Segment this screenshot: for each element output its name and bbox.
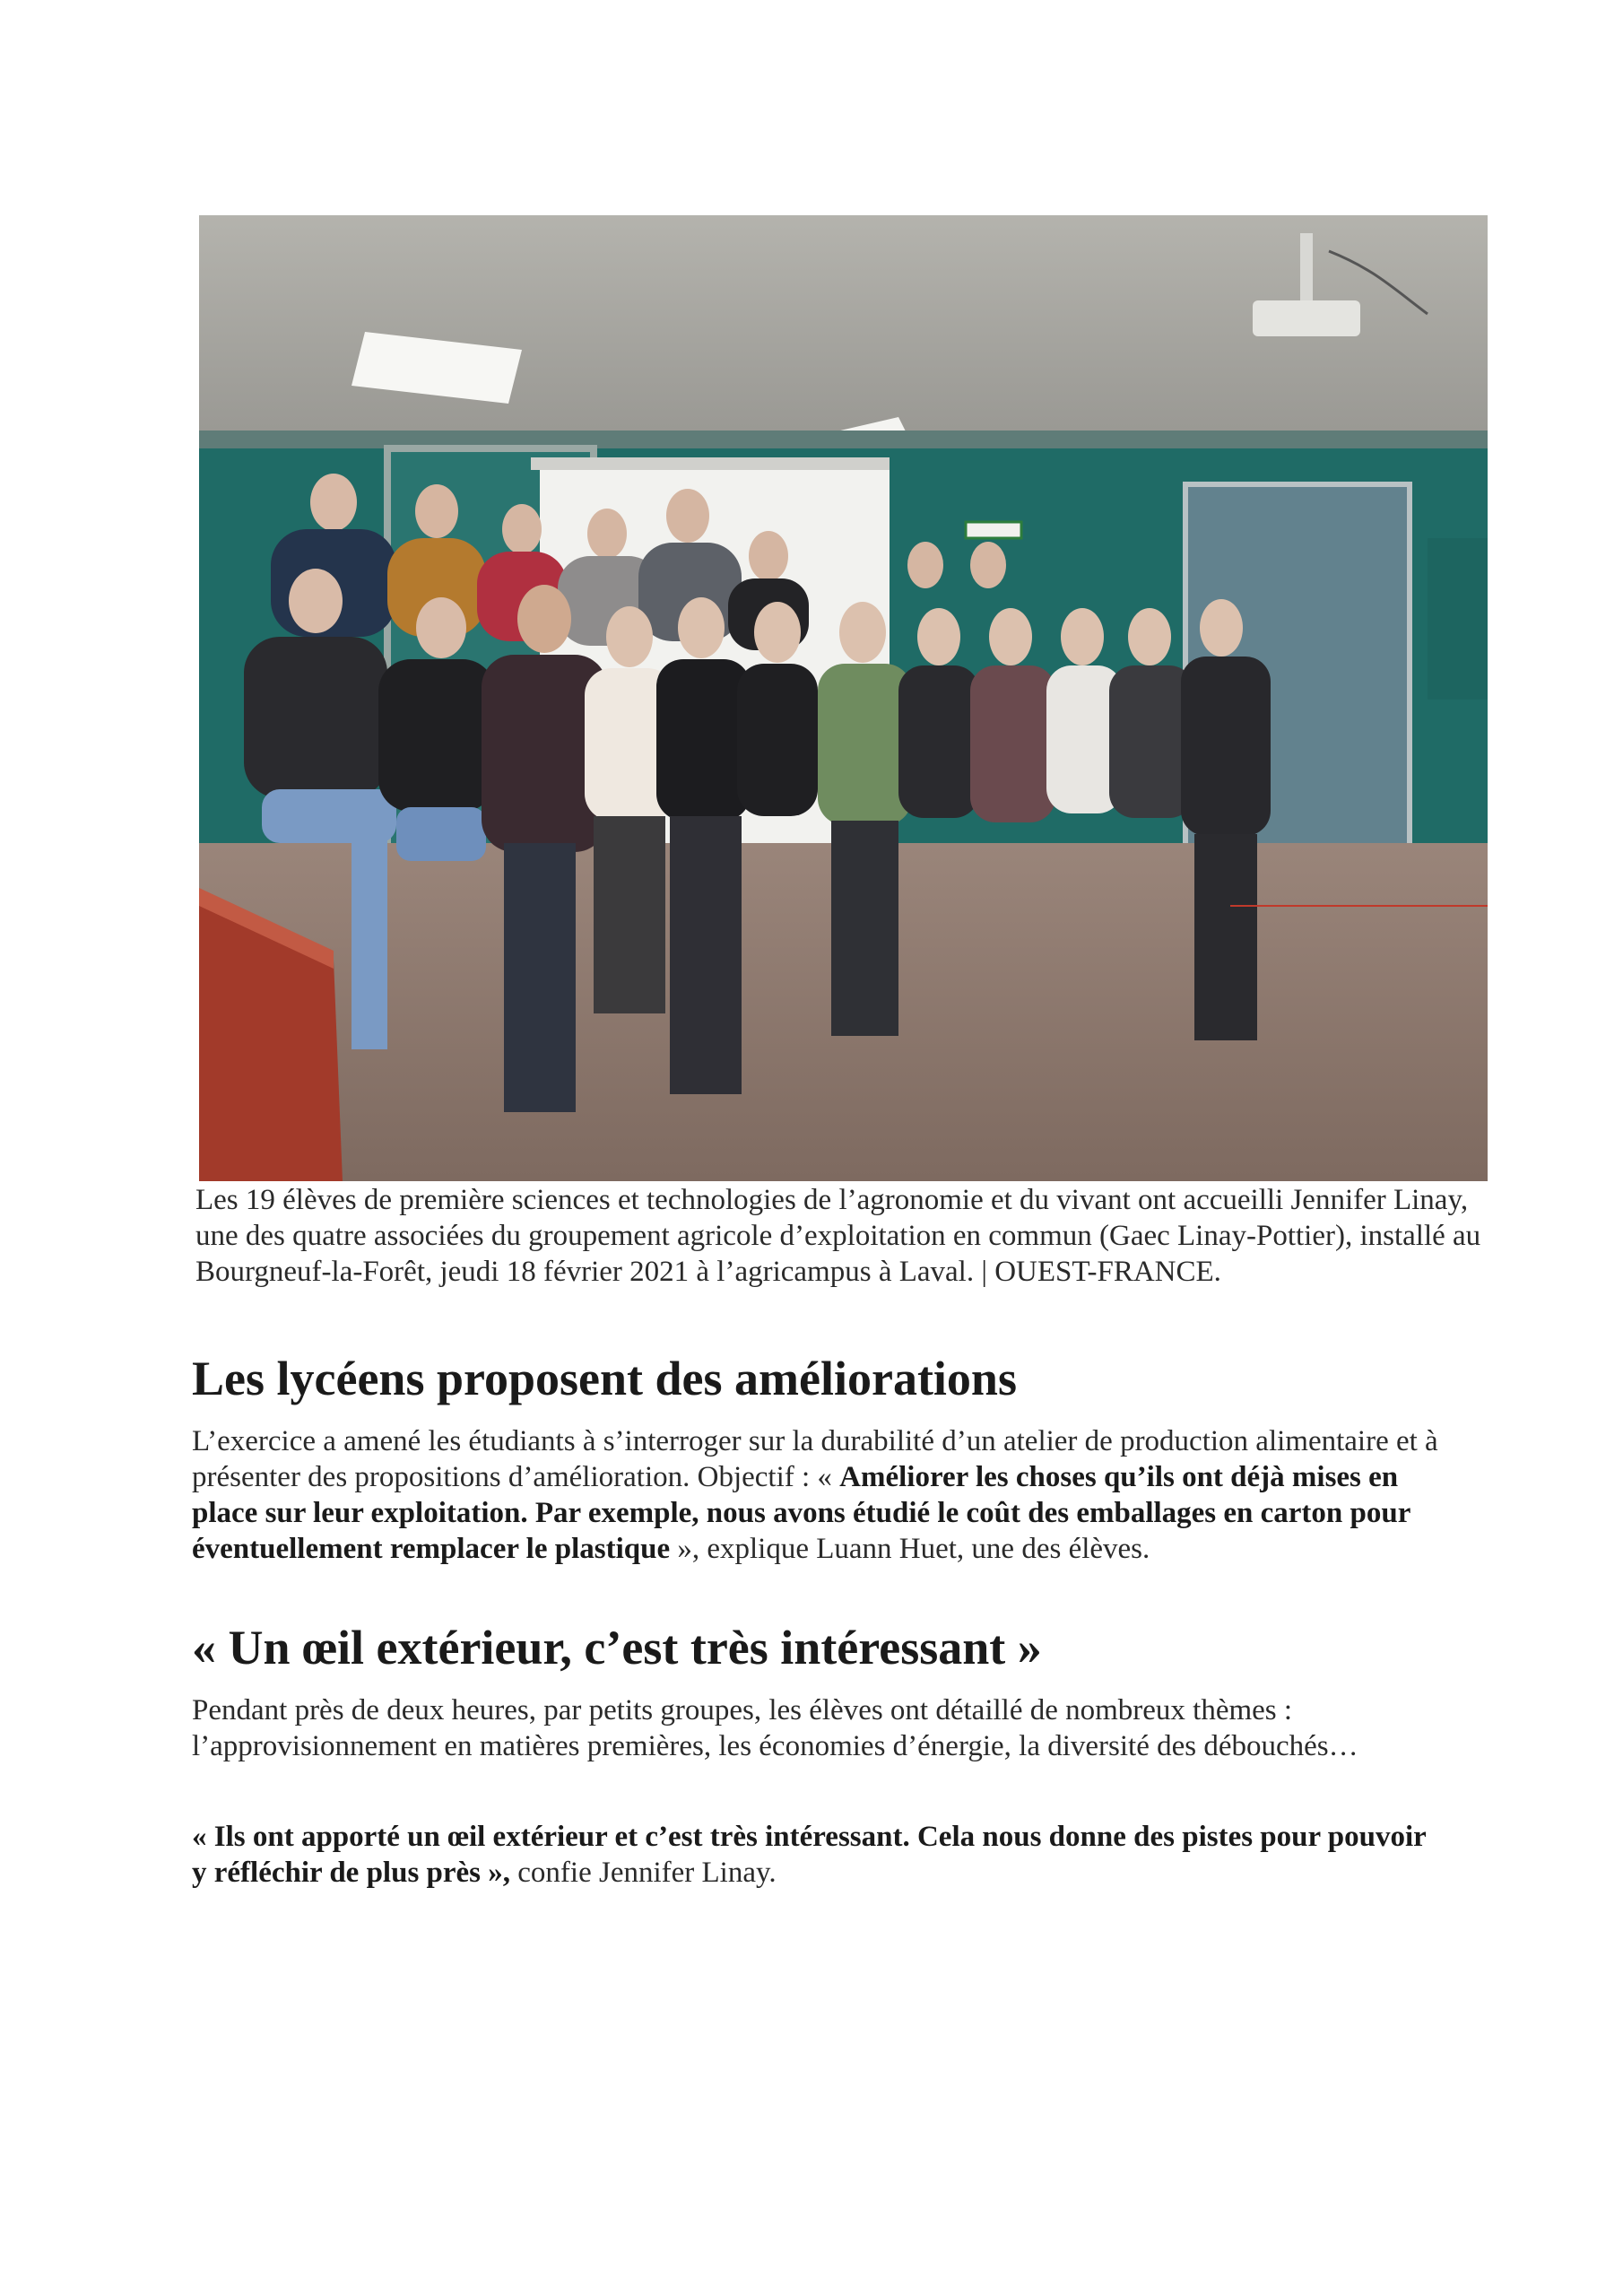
paragraph-themes: Pendant près de deux heures, par petits groupes, les élèves ont détaillé de nombreux thèmes : l’approvisionnement en matières premières, les économies d’énergie, la diversité des débouchés… bbox=[192, 1694, 1358, 1762]
quote-bold: « Ils ont apporté un œil extérieur et c’est très intéressant. Cela nous donne des pistes pour pouvoir y réfléchir de plus près », bbox=[192, 1821, 1427, 1889]
exit-sign bbox=[966, 522, 1021, 538]
paragraph-quote-jennifer bbox=[192, 1819, 1447, 1891]
paragraph-objectif bbox=[192, 1423, 1447, 1567]
paragraph-text: L’exercice a amené les étudiants à s’interroger sur la durabilité d’un atelier de production alimentaire et à présenter des propositions d’amélioration. Objectif : « bbox=[192, 1425, 1438, 1493]
section-heading-oeil-exterieur: « Un œil extérieur, c’est très intéressant » bbox=[192, 1621, 1042, 1674]
group-photo bbox=[199, 215, 1488, 1181]
quote-bold: Améliorer les choses qu’ils ont déjà mises en place sur leur exploitation. Par exemple, nous avons étudié le coût des emballages en carton pour éventuellement remplacer le plastique bbox=[192, 1461, 1410, 1565]
paragraph-text: confie Jennifer Linay. bbox=[510, 1857, 777, 1889]
section-heading-ameliorations: Les lycéens proposent des améliorations bbox=[192, 1352, 1017, 1405]
photo-caption: Les 19 élèves de première sciences et technologies de l’agronomie et du vivant ont accueilli Jennifer Linay, une des quatre associées du groupement agricole d’exploitation en commun (Gaec Linay-Pottier), installé au Bourgneuf-la-Forêt, jeudi 18 février 2021 à l’agricampus à Laval. | OUEST-FRANCE. bbox=[195, 1184, 1481, 1288]
paragraph-text: », explique Luann Huet, une des élèves. bbox=[670, 1533, 1150, 1565]
group-photo-illustration bbox=[199, 215, 1488, 1181]
